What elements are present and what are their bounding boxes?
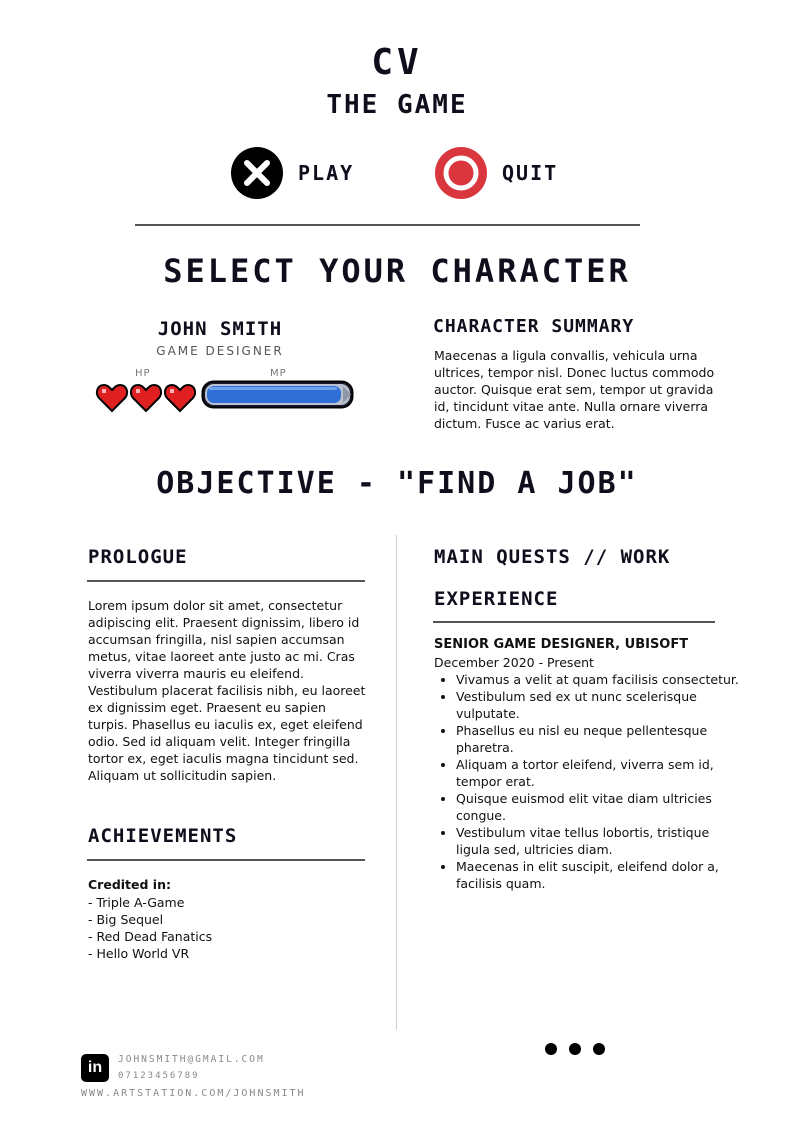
list-item: - Red Dead Fanatics [88,929,213,944]
credited-label: Credited in: [88,877,171,892]
quit-button[interactable] [434,146,558,200]
prologue-heading: PROLOGUE [88,546,188,568]
close-x-icon [230,146,284,200]
top-divider [135,224,640,226]
play-label: PLAY [298,161,355,185]
main-quests-heading: MAIN QUESTS // WORK [434,546,671,568]
job-dates: December 2020 - Present [434,655,594,670]
list-item: - Hello World VR [88,946,190,961]
character-role: GAME DESIGNER [156,344,284,358]
dot [569,1043,581,1055]
job-title: SENIOR GAME DESIGNER, UBISOFT [434,637,689,652]
list-item: • Vestibulum sed ex ut nunc scelerisque vulputate. [456,688,741,722]
heart-icon [97,385,127,411]
heart-icon [165,385,195,411]
character-summary-heading: CHARACTER SUMMARY [433,316,635,337]
achievements-heading: ACHIEVEMENTS [88,825,238,847]
dot [593,1043,605,1055]
website-link[interactable]: WWW.ARTSTATION.COM/JOHNSMITH [81,1088,306,1099]
column-divider [396,535,397,1030]
mp-label: MP [270,368,287,379]
hp-hearts [95,382,199,414]
select-character-heading: SELECT YOUR CHARACTER [163,252,631,290]
phone-number: 07123456789 [118,1071,200,1081]
circle-o-icon [434,146,488,200]
prologue-rule [87,580,365,582]
experience-heading: EXPERIENCE [434,588,559,610]
list-item: • Maecenas in elit suscipit, eleifend dolor a, facilisis quam. [456,858,741,892]
play-button[interactable] [230,146,354,200]
quit-label: QUIT [502,161,559,185]
heart-icon [131,385,161,411]
objective-heading: OBJECTIVE - "FIND A JOB" [156,466,638,501]
list-item: • Vestibulum vitae tellus lobortis, tristique ligula sed, ultricies diam. [456,824,741,858]
job-bullets [438,671,741,892]
credits-list [88,894,212,962]
experience-rule [433,621,715,623]
hp-label: HP [135,368,151,379]
linkedin-icon[interactable]: in [81,1054,109,1082]
list-item: • Phasellus eu nisl eu neque pellentesque pharetra. [456,722,741,756]
list-item: • Vivamus a velit at quam facilisis consectetur. [456,671,741,688]
mp-bar [201,380,357,410]
character-name: JOHN SMITH [157,318,283,340]
title-cv: CV [371,42,423,83]
list-item: • Quisque euismod elit vitae diam ultricies congue. [456,790,741,824]
email-link[interactable]: JOHNSMITH@GMAIL.COM [118,1054,265,1065]
prologue-text: Lorem ipsum dolor sit amet, consectetur adipiscing elit. Praesent dignissim, libero id accumsan fringilla, nisl sapien accumsan metus, vitae laoreet ante justo ac mi. Cras viverra viverra mauris eu eleifend. Vestibulum placerat facilisis nibh, eu laoreet ex dignissim eget. Praesent eu sapien turpis. Phasellus eu iaculis ex, eget eleifend odio. Sed id aliquam velit. Integer fringilla tortor ex, eget iaculis magna tincidunt sed. Aliquam ut sollicitudin sapien. [88,598,366,783]
title-the-game: THE GAME [326,90,468,120]
list-item: - Big Sequel [88,912,164,927]
list-item: • Aliquam a tortor eleifend, viverra sem id, tempor erat. [456,756,741,790]
list-item: - Triple A-Game [88,895,185,910]
character-summary-text: Maecenas a ligula convallis, vehicula urna ultrices, tempor nisl. Donec luctus commodo auctor. Quisque erat sem, tempor ut gravida id, tincidunt vitae ante. Nulla ornare viverra dictum. Fusce ac varius erat. [434,348,715,431]
more-dots [545,1043,605,1055]
achievements-rule [87,859,365,861]
dot [545,1043,557,1055]
